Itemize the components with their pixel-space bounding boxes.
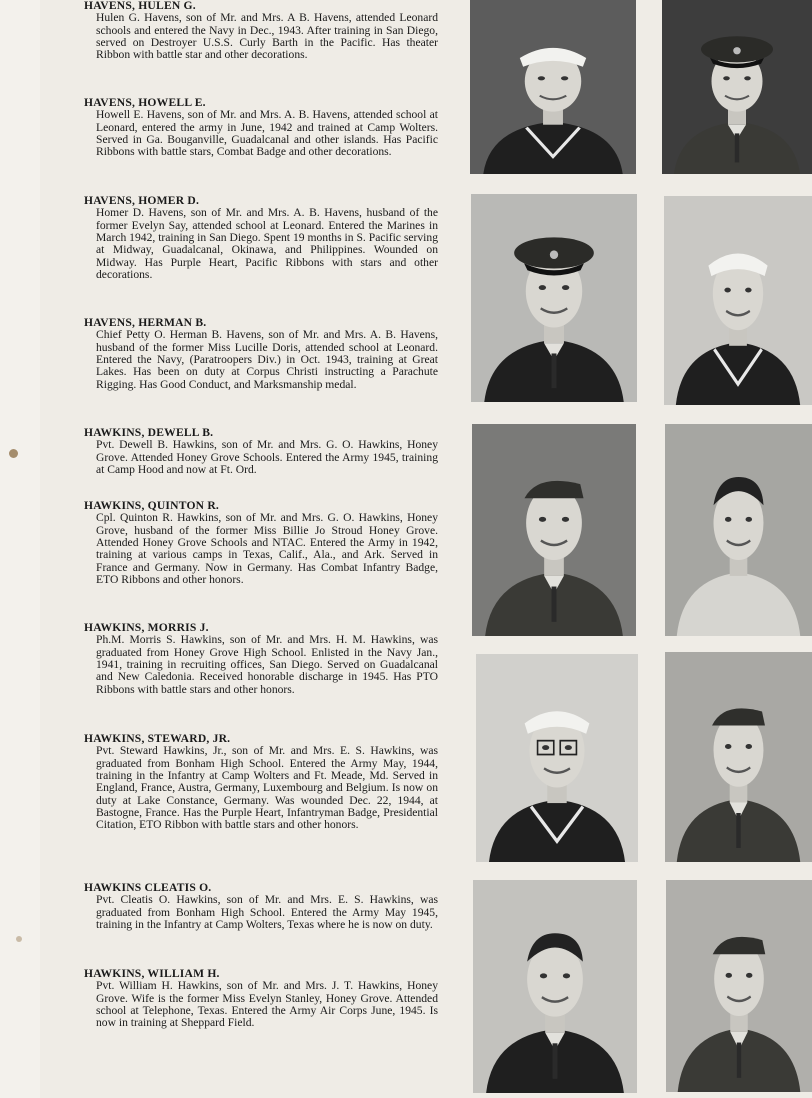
eye-shape [562, 285, 569, 290]
eye-shape [725, 744, 731, 749]
entry-biography: Howell E. Havens, son of Mr. and Mrs. A. B. Havens, attended school at Leonard, entered the army in June, 1942 and trained at Camp Wolters. Served in Ga. Bouganville, Guadalcanal and other islands. Has Pacific Ribbons with battle stars, Combat Badge and other decorations. [96, 108, 438, 159]
eye-shape [561, 76, 568, 80]
necktie-shape [552, 353, 557, 388]
cap-badge-shape [733, 47, 741, 54]
entry-name: HAWKINS, DEWELL B. [84, 426, 214, 439]
binding-hole [9, 449, 18, 458]
portrait-photo [665, 424, 812, 636]
biography-entry [84, 622, 438, 696]
portrait-drawing [476, 654, 638, 862]
portrait-photo [662, 0, 812, 174]
eye-shape [542, 745, 549, 750]
entry-name: HAWKINS CLEATIS O. [84, 881, 212, 894]
biography-entry [84, 317, 438, 391]
biography-entry [84, 195, 438, 281]
eye-shape [540, 973, 547, 978]
portrait-photo [666, 880, 812, 1092]
entry-biography: Pvt. Cleatis O. Hawkins, son of Mr. and Mrs. E. S. Hawkins, was graduated from Bonham High School. Entered the Army May 1945, training in the Infantry at Camp Wolters, Texas where he is now on duty. [96, 893, 438, 932]
eye-shape [746, 744, 752, 749]
eye-shape [539, 285, 546, 290]
biography-entry [84, 733, 438, 832]
portrait-drawing [471, 194, 637, 402]
portrait-photo [471, 194, 637, 402]
eye-shape [724, 288, 731, 293]
eye-shape [726, 973, 732, 978]
portrait-photo [476, 654, 638, 862]
eye-shape [539, 517, 546, 522]
entry-name: HAWKINS, MORRIS J. [84, 621, 209, 634]
biography-entry [84, 427, 438, 476]
portrait-drawing [473, 880, 637, 1093]
biography-entry [84, 882, 438, 931]
portrait-photo [665, 652, 812, 862]
entry-name: HAWKINS, STEWARD, JR. [84, 732, 231, 745]
entry-biography: Ph.M. Morris S. Hawkins, son of Mr. and Mrs. H. M. Hawkins, was graduated from Honey Grove High School. Enlisted in the Navy Jan., 1941, training in recruiting offices, San Diego. Served on Guadalcanal and New Caledonia. Received honorable discharge in 1945. Has PTO Ribbons with battle stars and other honors. [96, 633, 438, 696]
portrait-drawing [472, 424, 636, 636]
entry-biography: Hulen G. Havens, son of Mr. and Mrs. A B. Havens, attended Leonard schools and entered the Navy in Dec., 1943. After training in San Diego, served on Destroyer U.S.S. Curly Barth in the Pacific. Has theater Ribbon with battle star and other decorations. [96, 11, 438, 62]
entry-biography: Chief Petty O. Herman B. Havens, son of Mr. and Mrs. A. B. Havens, husband of the former Miss Lucille Doris, attended school at Leonard. Entered the Navy, (Paratroopers Div.) in Oct. 1943, training at Great Lakes. Has been on duty at Corpus Christi instructing a Parachute Rigging. Has Good Conduct, and Marksmanship medal. [96, 328, 438, 391]
biography-entry [84, 97, 438, 159]
entry-biography: Homer D. Havens, son of Mr. and Mrs. A. B. Havens, husband of the former Evelyn Say, attended school at Leonard. Entered the Marines in March 1942, training in San Diego. Spent 19 months in S. Pacific serving at Midway, Guadalcanal, Okinawa, and Philippines. Wounded on Midway. Has Purple Heart, Pacific Ribbons with stars and other decorations. [96, 206, 438, 282]
biography-entry [84, 968, 438, 1030]
eye-shape [744, 76, 751, 80]
entry-name: HAVENS, HERMAN B. [84, 316, 207, 329]
entry-name: HAVENS, HOMER D. [84, 194, 200, 207]
eye-shape [725, 517, 731, 522]
portrait-photo [664, 196, 812, 405]
portrait-drawing [664, 196, 812, 405]
portrait-photo [473, 880, 637, 1093]
cap-badge-shape [550, 250, 558, 259]
page-margin [0, 0, 40, 1098]
entry-biography: Pvt. Dewell B. Hawkins, son of Mr. and Mrs. G. O. Hawkins, Honey Grove. Attended Honey Grove Schools. Entered the Army 1945, training at Camp Hood and now at Ft. Ord. [96, 438, 438, 477]
entry-biography: Pvt. Steward Hawkins, Jr., son of Mr. and Mrs. E. S. Hawkins, was graduated from Bonham High School. Entered the Army May, 1944, training in the Infantry at Camp Wolters and Ft. Meade, Md. Served in England, France, Austra, Germany, Luxembourg and Belgium. Is now on duty at Lake Constance, Germany. Was wounded Dec. 22, 1944, at Bastogne, France. Has the Purple Heart, Infantryman Badge, Presidential Citation, ETO Ribbon with battle stars and other honors. [96, 744, 438, 832]
portrait-drawing [662, 0, 812, 174]
biography-entry [84, 500, 438, 586]
portrait-drawing [666, 880, 812, 1092]
eye-shape [746, 973, 752, 978]
portrait-drawing [665, 424, 812, 636]
necktie-shape [737, 1043, 741, 1078]
portrait-photo [470, 0, 636, 174]
entry-name: HAWKINS, QUINTON R. [84, 499, 220, 512]
portrait-drawing [470, 0, 636, 174]
eye-shape [563, 973, 570, 978]
entry-biography: Pvt. William H. Hawkins, son of Mr. and Mrs. J. T. Hawkins, Honey Grove. Wife is the former Miss Evelyn Stanley, Honey Grove. Attended school at Telephone, Texas. Entered the Army Air Corps June, 1945. Is now in training at Sheppard Field. [96, 979, 438, 1030]
eye-shape [565, 745, 572, 750]
paper-stain [16, 936, 22, 942]
necktie-shape [553, 1043, 558, 1079]
necktie-shape [736, 813, 740, 848]
eye-shape [746, 517, 752, 522]
entry-biography: Cpl. Quinton R. Hawkins, son of Mr. and Mrs. G. O. Hawkins, Honey Grove, husband of the former Miss Billie Jo Stroud Honey Grove. Attended Honey Grove Schools and NTAC. Entered the Army in 1942, training at various camps in Texas, Calif., Ala., and Ark. Served in France and Germany. Now in Germany. Has Combat Infantry Badge, ETO Ribbons and other honors. [96, 511, 438, 587]
entry-name: HAVENS, HULEN G. [84, 0, 196, 12]
necktie-shape [735, 133, 740, 162]
eye-shape [562, 517, 569, 522]
necktie-shape [552, 587, 557, 622]
eye-shape [723, 76, 730, 80]
entry-name: HAWKINS, WILLIAM H. [84, 967, 220, 980]
eye-shape [745, 288, 752, 293]
portrait-photo [472, 424, 636, 636]
biography-entry [84, 0, 438, 62]
portrait-drawing [665, 652, 812, 862]
entry-name: HAVENS, HOWELL E. [84, 96, 206, 109]
eye-shape [538, 76, 545, 80]
